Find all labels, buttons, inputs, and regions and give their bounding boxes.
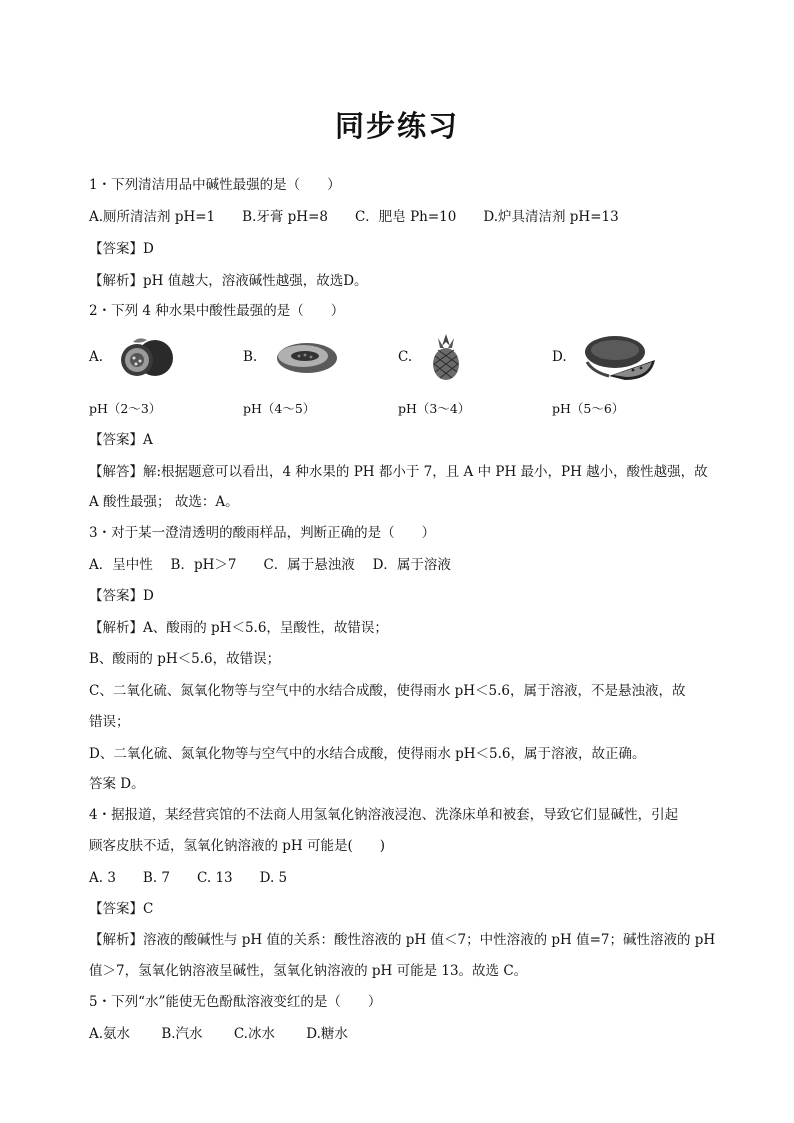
question-3-stem: 3・对于某一澄清透明的酸雨样品，判断正确的是（ ） — [89, 525, 436, 541]
fruit-option-a — [89, 332, 179, 382]
fruit-option-c — [398, 332, 474, 382]
question-2-stem: 2・下列 4 种水果中酸性最强的是（ ） — [89, 303, 345, 319]
question-1-answer: 【答案】D — [89, 241, 154, 257]
fruit-d-ph: pH（5～6） — [552, 401, 625, 416]
fruit-c-ph: pH（3～4） — [398, 401, 471, 416]
question-1-stem: 1・下列清洁用品中碱性最强的是（ ） — [89, 177, 341, 193]
question-3-analysis-line-1: 【解析】A、酸雨的 pH＜5.6，呈酸性，故错误； — [89, 620, 388, 636]
fruit-option-letter: C. — [398, 349, 413, 365]
question-4-stem-line-2: 顾客皮肤不适，氢氧化钠溶液的 pH 可能是( ) — [89, 838, 386, 854]
question-3-analysis-line-5: D、二氧化硫、氮氧化物等与空气中的水结合成酸，使得雨水 pH＜5.6，属于溶液，故正确。 — [89, 746, 646, 762]
question-2-analysis-line-2: A 酸性最强； 故选：A。 — [89, 494, 239, 510]
question-4-answer: 【答案】C — [89, 901, 154, 917]
question-3-analysis-line-2: B、酸雨的 pH＜5.6，故错误； — [89, 651, 281, 667]
fruit-option-d — [552, 332, 659, 382]
fruit-option-letter: B. — [243, 349, 258, 365]
question-3-answer: 【答案】D — [89, 588, 154, 604]
fruit-option-letter: A. — [89, 349, 104, 365]
question-5-stem: 5・下列“水”能使无色酚酞溶液变红的是（ ） — [89, 994, 382, 1010]
question-2-answer: 【答案】A — [89, 432, 153, 448]
question-1-options: A.厕所清洁剂 pH=1 B.牙膏 pH=8 C．肥皂 Ph=10 D.炉具清洁剂 pH=13 — [89, 209, 619, 225]
question-4-analysis-line-2: 值＞7，氢氧化钠溶液呈碱性，氢氧化钠溶液的 pH 可能是 13。故选 C。 — [89, 963, 528, 979]
page-title: 同步练习 — [334, 109, 459, 143]
question-3-analysis-line-3: C、二氧化硫、氮氧化物等与空气中的水结合成酸，使得雨水 pH＜5.6，属于溶液，不是悬浊液，故 — [89, 683, 686, 699]
fruit-b-ph: pH（4～5） — [243, 401, 316, 416]
question-3-analysis-line-4: 错误； — [89, 714, 130, 730]
papaya-icon — [263, 334, 343, 380]
question-3-analysis-line-6: 答案 D。 — [89, 776, 145, 792]
pineapple-icon — [418, 332, 474, 382]
question-2-analysis-line-1: 【解答】解:根据题意可以看出，4 种水果的 PH 都小于 7，且 A 中 PH 最小，PH 越小，酸性越强，故 — [89, 464, 708, 480]
question-4-stem-line-1: 4・据报道，某经营宾馆的不法商人用氢氧化钠溶液浸泡、洗涤床单和被套，导致它们显碱性，引起 — [89, 807, 679, 823]
question-1-analysis: 【解析】pH 值越大，溶液碱性越强，故选D。 — [89, 273, 368, 289]
watermelon-icon — [573, 332, 659, 382]
passion-fruit-icon — [109, 334, 179, 380]
question-5-options: A.氨水 B.汽水 C.冰水 D.糖水 — [89, 1026, 348, 1042]
question-2-fruit-options — [89, 332, 709, 382]
fruit-option-b — [243, 332, 343, 382]
fruit-a-ph: pH（2～3） — [89, 401, 162, 416]
fruit-option-letter: D. — [552, 349, 567, 365]
question-3-options: A．呈中性 B．pH＞7 C．属于悬浊液 D．属于溶液 — [89, 557, 451, 573]
question-4-options: A. 3 B. 7 C. 13 D. 5 — [89, 870, 288, 886]
question-4-analysis-line-1: 【解析】溶液的酸碱性与 pH 值的关系：酸性溶液的 pH 值＜7；中性溶液的 pH 值=7；碱性溶液的 pH — [89, 932, 716, 948]
